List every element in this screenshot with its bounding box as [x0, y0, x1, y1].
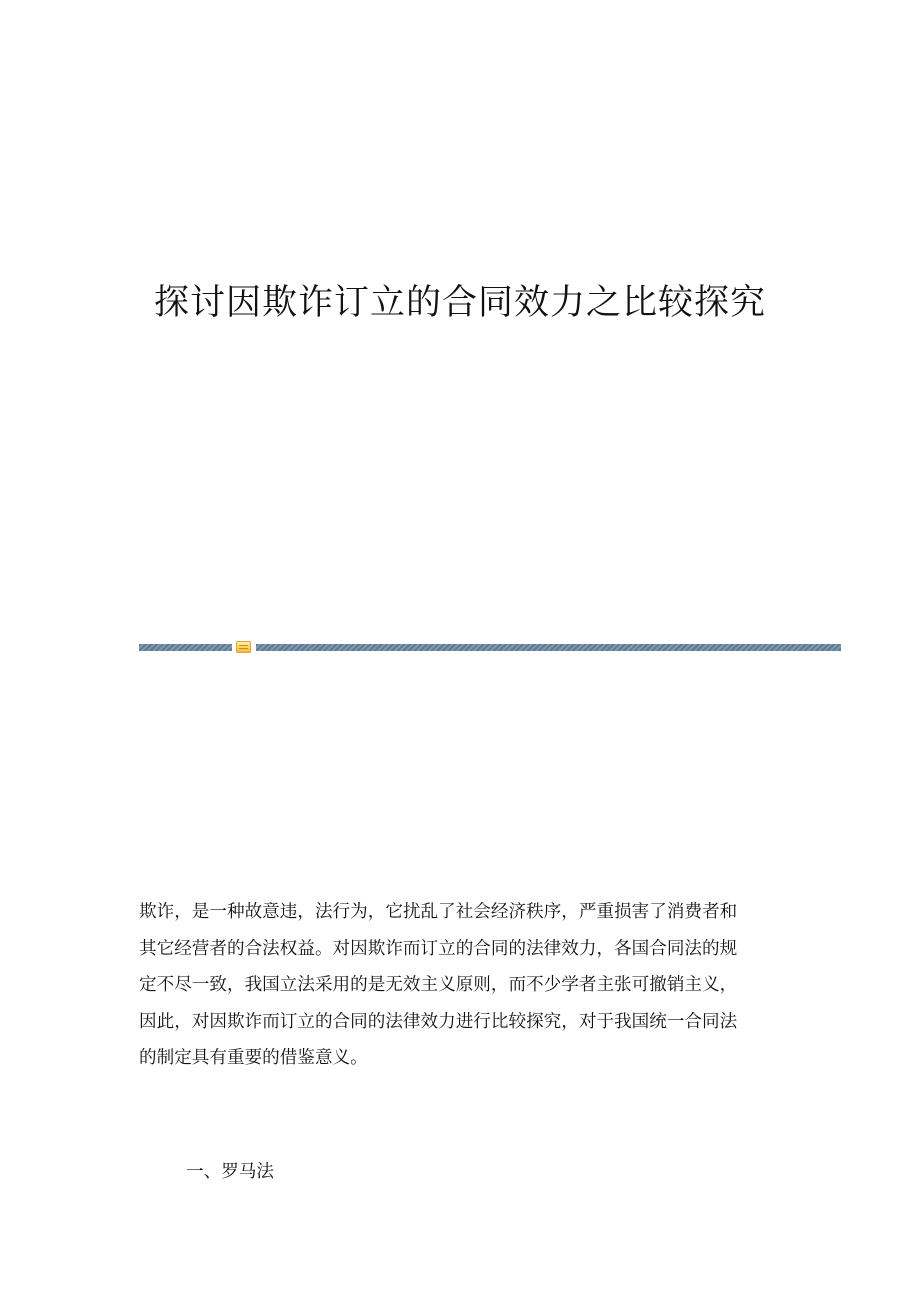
paragraph-line: 的制定具有重要的借鉴意义。	[139, 1048, 368, 1068]
section-heading: 一、罗马法	[186, 1162, 274, 1182]
divider-bar-left	[139, 644, 232, 651]
title-divider	[139, 640, 841, 654]
paragraph-line: 定不尽一致，我国立法采用的是无效主义原则，而不少学者主张可撤销主义，	[139, 975, 738, 995]
paragraph-line: 其它经营者的合法权益。对因欺诈而订立的合同的法律效力，各国合同法的规	[139, 938, 738, 959]
divider-bar-right	[256, 644, 841, 651]
intro-paragraph	[139, 894, 779, 1077]
paragraph-line: 因此，对因欺诈而订立的合同的法律效力进行比较探究，对于我国统一合同法	[139, 1011, 738, 1032]
document-emblem-icon	[236, 641, 251, 653]
document-title: 探讨因欺诈订立的合同效力之比较探究	[153, 283, 766, 323]
paragraph-line: 欺诈，是一种故意违，法行为，它扰乱了社会经济秩序，严重损害了消费者和	[139, 902, 738, 922]
